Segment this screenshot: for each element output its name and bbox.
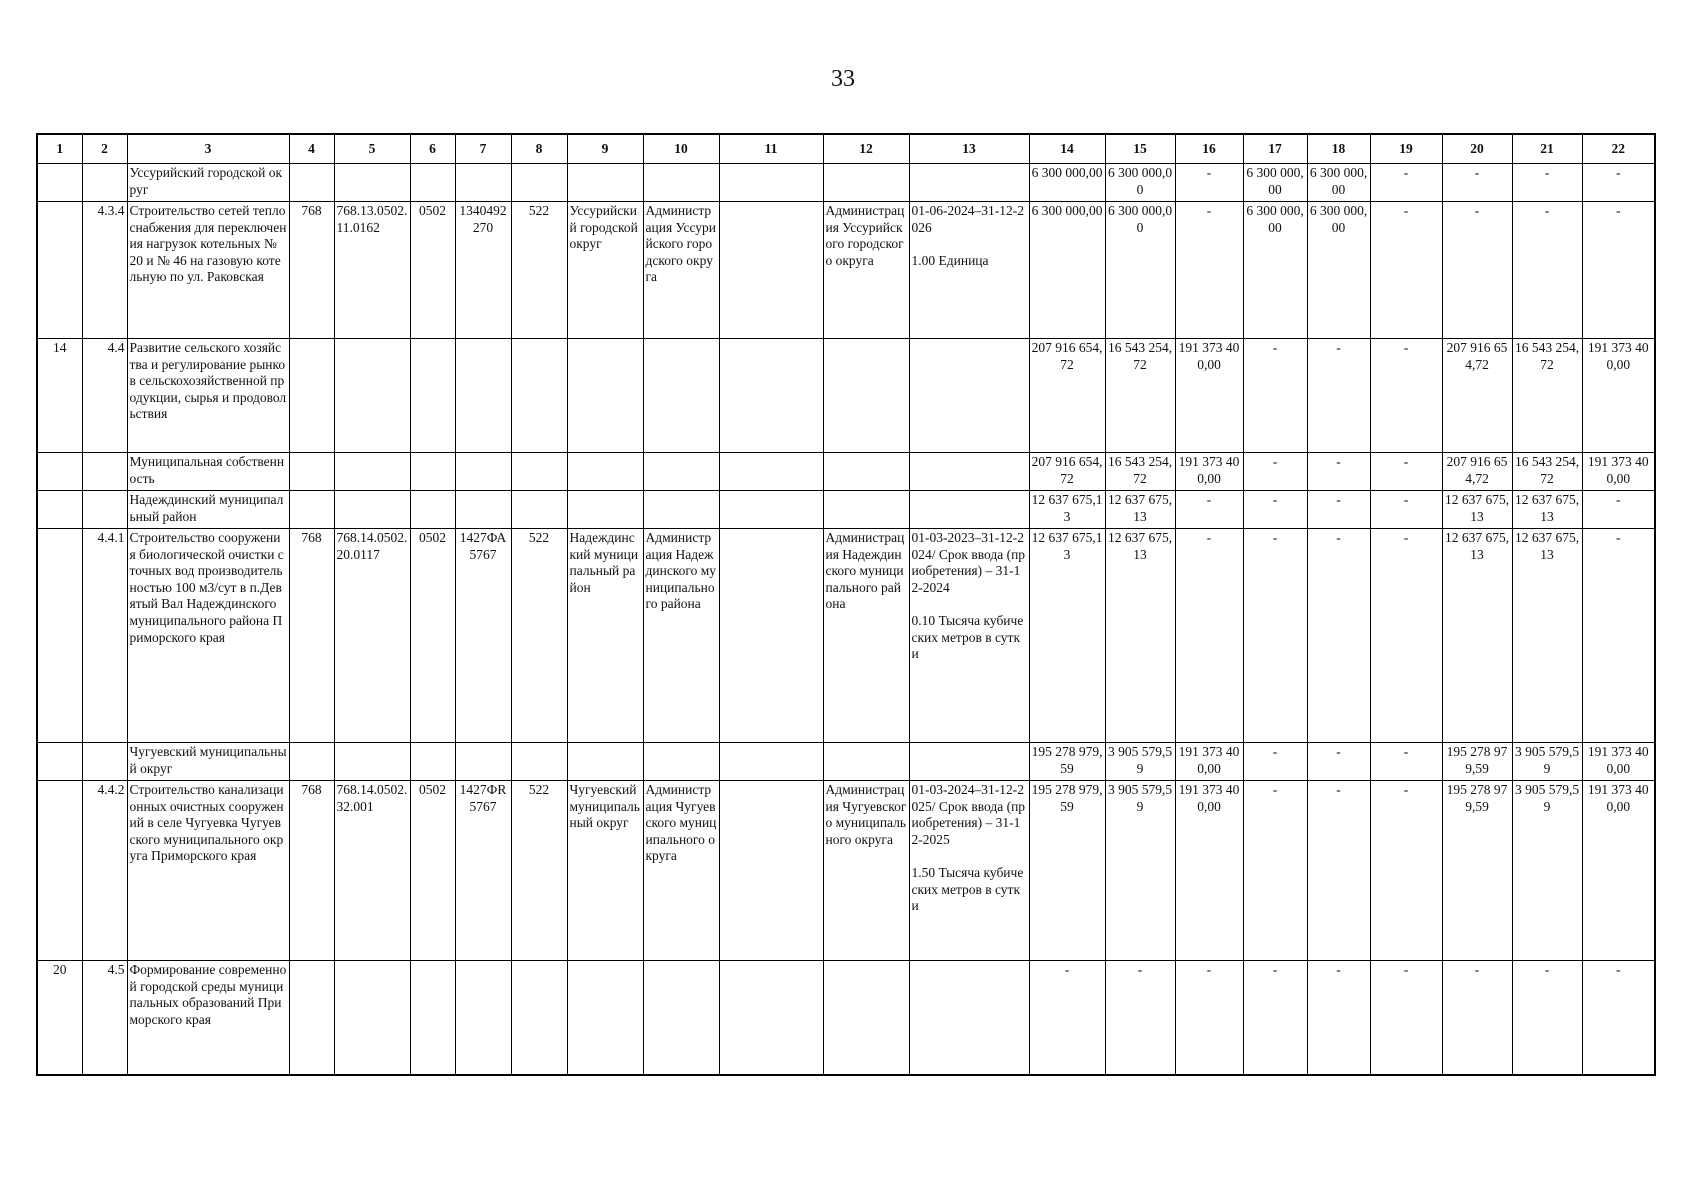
col-header: 6 xyxy=(410,134,455,164)
table-cell xyxy=(455,339,511,453)
table-cell xyxy=(909,961,1029,1075)
table-cell: 191 373 400,00 xyxy=(1175,453,1243,491)
table-cell xyxy=(289,339,334,453)
table-cell: - xyxy=(1582,202,1655,339)
table-cell: - xyxy=(1370,164,1442,202)
table-cell: - xyxy=(1582,961,1655,1075)
table-cell xyxy=(82,743,127,781)
table-cell xyxy=(567,743,643,781)
table-row xyxy=(37,491,1655,529)
col-header: 11 xyxy=(719,134,823,164)
table-cell xyxy=(719,339,823,453)
table-cell: - xyxy=(1512,961,1582,1075)
table-cell: - xyxy=(1307,339,1370,453)
table-cell: 3 905 579,59 xyxy=(1105,743,1175,781)
table-cell: 6 300 000,00 xyxy=(1029,164,1105,202)
table-cell: 207 916 654,72 xyxy=(1442,453,1512,491)
table-cell xyxy=(643,339,719,453)
table-cell: - xyxy=(1370,202,1442,339)
table-cell xyxy=(823,453,909,491)
table-cell: Администрация Уссурийского городского округа xyxy=(823,202,909,339)
col-header: 1 xyxy=(37,134,82,164)
table-cell xyxy=(909,743,1029,781)
table-cell xyxy=(643,164,719,202)
table-cell xyxy=(334,164,410,202)
table-cell: 522 xyxy=(511,202,567,339)
table-cell xyxy=(643,961,719,1075)
table-cell: - xyxy=(1243,339,1307,453)
table-cell: - xyxy=(1370,339,1442,453)
table-cell: - xyxy=(1370,491,1442,529)
table-cell: 16 543 254,72 xyxy=(1105,453,1175,491)
table-cell: 12 637 675,13 xyxy=(1512,529,1582,743)
table-cell: Строительство канализационных очистных сооружений в селе Чугуевка Чугуевского муниципального округа Приморского края xyxy=(127,781,289,961)
table-cell xyxy=(643,491,719,529)
table-cell xyxy=(410,453,455,491)
col-header: 13 xyxy=(909,134,1029,164)
table-cell xyxy=(823,164,909,202)
table-cell: 191 373 400,00 xyxy=(1582,339,1655,453)
table-row xyxy=(37,202,1655,339)
table-cell: 20 xyxy=(37,961,82,1075)
table-cell xyxy=(289,961,334,1075)
table-cell: 12 637 675,13 xyxy=(1512,491,1582,529)
table-cell: 768.14.0502.32.001 xyxy=(334,781,410,961)
table-cell xyxy=(289,164,334,202)
table-cell xyxy=(410,339,455,453)
col-header: 20 xyxy=(1442,134,1512,164)
table-cell: 768 xyxy=(289,529,334,743)
table-cell: 14 xyxy=(37,339,82,453)
table-cell: 4.4.2 xyxy=(82,781,127,961)
col-header: 16 xyxy=(1175,134,1243,164)
table-cell: 768 xyxy=(289,202,334,339)
table-cell: - xyxy=(1175,529,1243,743)
table-cell: Администрация Чугуевского муниципального округа xyxy=(643,781,719,961)
table-cell xyxy=(455,961,511,1075)
table-cell: 12 637 675,13 xyxy=(1029,529,1105,743)
table-cell xyxy=(823,961,909,1075)
table-cell: Администрация Надеждинского муниципального района xyxy=(823,529,909,743)
col-header: 18 xyxy=(1307,134,1370,164)
table-row xyxy=(37,453,1655,491)
table-cell: - xyxy=(1307,961,1370,1075)
table-cell xyxy=(410,164,455,202)
table-cell xyxy=(289,491,334,529)
table-cell: 12 637 675,13 xyxy=(1442,491,1512,529)
table-cell: 195 278 979,59 xyxy=(1442,743,1512,781)
table-cell: - xyxy=(1307,453,1370,491)
table-cell: - xyxy=(1243,453,1307,491)
col-header: 5 xyxy=(334,134,410,164)
table-cell: 768 xyxy=(289,781,334,961)
table-cell: 768.14.0502.20.0117 xyxy=(334,529,410,743)
col-header: 22 xyxy=(1582,134,1655,164)
table-cell: - xyxy=(1175,491,1243,529)
table-cell xyxy=(334,339,410,453)
header-row xyxy=(37,134,1655,164)
table-cell: Формирование современной городской среды муниципальных образований Приморского края xyxy=(127,961,289,1075)
table-row xyxy=(37,339,1655,453)
col-header: 4 xyxy=(289,134,334,164)
col-header: 12 xyxy=(823,134,909,164)
table-cell xyxy=(511,491,567,529)
table-cell: 6 300 000,00 xyxy=(1105,202,1175,339)
table-cell: 1427ФА5767 xyxy=(455,529,511,743)
table-cell: 4.4.1 xyxy=(82,529,127,743)
table-cell xyxy=(37,743,82,781)
table-cell: - xyxy=(1582,491,1655,529)
table-cell: 195 278 979,59 xyxy=(1029,781,1105,961)
table-cell: Администрация Надеждинского муниципального района xyxy=(643,529,719,743)
table-cell xyxy=(334,453,410,491)
table-cell: 16 543 254,72 xyxy=(1512,453,1582,491)
table-cell: - xyxy=(1582,529,1655,743)
table-cell xyxy=(410,743,455,781)
table-cell xyxy=(511,164,567,202)
table-cell: 12 637 675,13 xyxy=(1105,529,1175,743)
table-cell: 0502 xyxy=(410,781,455,961)
table-cell: 6 300 000,00 xyxy=(1307,202,1370,339)
table-cell xyxy=(455,164,511,202)
col-header: 14 xyxy=(1029,134,1105,164)
table-cell: - xyxy=(1175,961,1243,1075)
table-cell: Развитие сельского хозяйства и регулирование рынков сельскохозяйственной продукции, сырья и продовольствия xyxy=(127,339,289,453)
col-header: 15 xyxy=(1105,134,1175,164)
table-cell: 207 916 654,72 xyxy=(1442,339,1512,453)
table-cell xyxy=(334,743,410,781)
table-cell: 4.5 xyxy=(82,961,127,1075)
table-cell xyxy=(37,164,82,202)
table-cell xyxy=(455,453,511,491)
table-cell xyxy=(719,453,823,491)
col-header: 17 xyxy=(1243,134,1307,164)
table-row xyxy=(37,743,1655,781)
table-cell xyxy=(37,491,82,529)
table-cell: - xyxy=(1243,781,1307,961)
table-cell: - xyxy=(1175,164,1243,202)
table-cell: - xyxy=(1243,961,1307,1075)
table-cell xyxy=(719,202,823,339)
table-cell: - xyxy=(1307,781,1370,961)
table-cell: 01-03-2023–31-12-2024/ Срок ввода (приобретения) – 31-12-2024 0.10 Тысяча кубических метров в сутки xyxy=(909,529,1029,743)
table-cell xyxy=(511,339,567,453)
table-cell: 4.4 xyxy=(82,339,127,453)
table-cell xyxy=(334,491,410,529)
table-cell xyxy=(823,339,909,453)
table-cell: - xyxy=(1512,202,1582,339)
table-cell: - xyxy=(1442,202,1512,339)
table-cell: Строительство сетей теплоснабжения для переключения нагрузок котельных № 20 и № 46 на газовую котельную по ул. Раковская xyxy=(127,202,289,339)
table-cell: Уссурийский городской округ xyxy=(127,164,289,202)
table-cell: Администрация Чугуевского муниципального округа xyxy=(823,781,909,961)
table-cell: Администрация Уссурийского городского округа xyxy=(643,202,719,339)
table-cell xyxy=(719,781,823,961)
table-cell: 16 543 254,72 xyxy=(1512,339,1582,453)
table-cell: - xyxy=(1243,743,1307,781)
table-cell xyxy=(511,961,567,1075)
table-cell xyxy=(511,453,567,491)
table-cell: 12 637 675,13 xyxy=(1442,529,1512,743)
table-cell xyxy=(455,491,511,529)
table-cell: 4.3.4 xyxy=(82,202,127,339)
table-cell: Чугуевский муниципальный округ xyxy=(127,743,289,781)
table-row xyxy=(37,781,1655,961)
table-cell xyxy=(410,491,455,529)
table-cell: 207 916 654,72 xyxy=(1029,339,1105,453)
table-cell: 3 905 579,59 xyxy=(1512,781,1582,961)
table-cell: 6 300 000,00 xyxy=(1243,164,1307,202)
table-cell xyxy=(289,743,334,781)
table-cell: - xyxy=(1175,202,1243,339)
col-header: 8 xyxy=(511,134,567,164)
table-cell: 768.13.0502.11.0162 xyxy=(334,202,410,339)
table-cell xyxy=(719,491,823,529)
table-cell: - xyxy=(1029,961,1105,1075)
table-cell: 0502 xyxy=(410,529,455,743)
table-cell xyxy=(37,453,82,491)
table-cell xyxy=(82,453,127,491)
table-cell: 3 905 579,59 xyxy=(1105,781,1175,961)
table-cell: 12 637 675,13 xyxy=(1105,491,1175,529)
table-cell: 01-03-2024–31-12-2025/ Срок ввода (приобретения) – 31-12-2025 1.50 Тысяча кубических метров в сутки xyxy=(909,781,1029,961)
table-cell: 6 300 000,00 xyxy=(1029,202,1105,339)
table-cell xyxy=(909,164,1029,202)
table-cell xyxy=(567,961,643,1075)
col-header: 3 xyxy=(127,134,289,164)
table-cell: 6 300 000,00 xyxy=(1243,202,1307,339)
table-cell xyxy=(719,164,823,202)
table-cell: 191 373 400,00 xyxy=(1175,743,1243,781)
table-cell xyxy=(823,743,909,781)
table-cell xyxy=(567,491,643,529)
table-cell: - xyxy=(1105,961,1175,1075)
col-header: 10 xyxy=(643,134,719,164)
table-cell: 6 300 000,00 xyxy=(1307,164,1370,202)
table-cell: Надеждинский муниципальный район xyxy=(127,491,289,529)
table-cell: 195 278 979,59 xyxy=(1442,781,1512,961)
table-cell: 01-06-2024–31-12-2026 1.00 Единица xyxy=(909,202,1029,339)
table-cell: 191 373 400,00 xyxy=(1175,339,1243,453)
table-cell: - xyxy=(1442,961,1512,1075)
table-cell xyxy=(909,453,1029,491)
table-cell: 12 637 675,13 xyxy=(1029,491,1105,529)
table-cell: - xyxy=(1370,781,1442,961)
table-cell xyxy=(37,529,82,743)
table-cell xyxy=(37,202,82,339)
table-cell xyxy=(719,961,823,1075)
col-header: 19 xyxy=(1370,134,1442,164)
table-cell: 195 278 979,59 xyxy=(1029,743,1105,781)
table-cell xyxy=(511,743,567,781)
table-cell xyxy=(82,491,127,529)
table-row xyxy=(37,529,1655,743)
table-cell: - xyxy=(1512,164,1582,202)
table-cell: - xyxy=(1307,529,1370,743)
table-cell: 522 xyxy=(511,781,567,961)
table-cell xyxy=(82,164,127,202)
table-body xyxy=(37,164,1655,1075)
col-header: 2 xyxy=(82,134,127,164)
table-cell: 191 373 400,00 xyxy=(1175,781,1243,961)
table-cell: 191 373 400,00 xyxy=(1582,781,1655,961)
table-cell: 16 543 254,72 xyxy=(1105,339,1175,453)
table-cell xyxy=(643,453,719,491)
col-header: 21 xyxy=(1512,134,1582,164)
table-cell xyxy=(455,743,511,781)
table-cell: Муниципальная собственность xyxy=(127,453,289,491)
table-cell xyxy=(567,453,643,491)
table-cell xyxy=(719,743,823,781)
table-cell: - xyxy=(1582,164,1655,202)
table-cell: 3 905 579,59 xyxy=(1512,743,1582,781)
table-cell: 1340492270 xyxy=(455,202,511,339)
table-cell: - xyxy=(1243,491,1307,529)
table-cell: - xyxy=(1307,743,1370,781)
table-cell: 191 373 400,00 xyxy=(1582,743,1655,781)
table-cell: - xyxy=(1370,529,1442,743)
table-cell xyxy=(909,339,1029,453)
table-cell xyxy=(643,743,719,781)
budget-table xyxy=(36,133,1656,1076)
table-cell: Надеждинский муниципальный район xyxy=(567,529,643,743)
table-cell: Чугуевский муниципальный округ xyxy=(567,781,643,961)
table-cell xyxy=(289,453,334,491)
table-cell xyxy=(410,961,455,1075)
table-cell xyxy=(37,781,82,961)
table-cell xyxy=(719,529,823,743)
table-cell: Строительство сооружения биологической очистки сточных вод производительностью 100 м3/сут в п.Девятый Вал Надеждинского муниципального района Приморского края xyxy=(127,529,289,743)
table-cell: - xyxy=(1243,529,1307,743)
table-cell xyxy=(334,961,410,1075)
table-cell: 6 300 000,00 xyxy=(1105,164,1175,202)
table-cell: 522 xyxy=(511,529,567,743)
table-cell: 0502 xyxy=(410,202,455,339)
table-cell: - xyxy=(1370,453,1442,491)
table-cell: Уссурийский городской округ xyxy=(567,202,643,339)
table-cell: - xyxy=(1370,743,1442,781)
table-cell: - xyxy=(1307,491,1370,529)
table-cell xyxy=(823,491,909,529)
table-row xyxy=(37,961,1655,1075)
table-cell: 207 916 654,72 xyxy=(1029,453,1105,491)
table-cell: - xyxy=(1370,961,1442,1075)
table-cell xyxy=(567,164,643,202)
page-number: 33 xyxy=(831,66,855,92)
table-cell: 1427ФR5767 xyxy=(455,781,511,961)
table-cell xyxy=(909,491,1029,529)
table-cell: - xyxy=(1442,164,1512,202)
table-cell: 191 373 400,00 xyxy=(1582,453,1655,491)
table-cell xyxy=(567,339,643,453)
col-header: 9 xyxy=(567,134,643,164)
col-header: 7 xyxy=(455,134,511,164)
table-row xyxy=(37,164,1655,202)
